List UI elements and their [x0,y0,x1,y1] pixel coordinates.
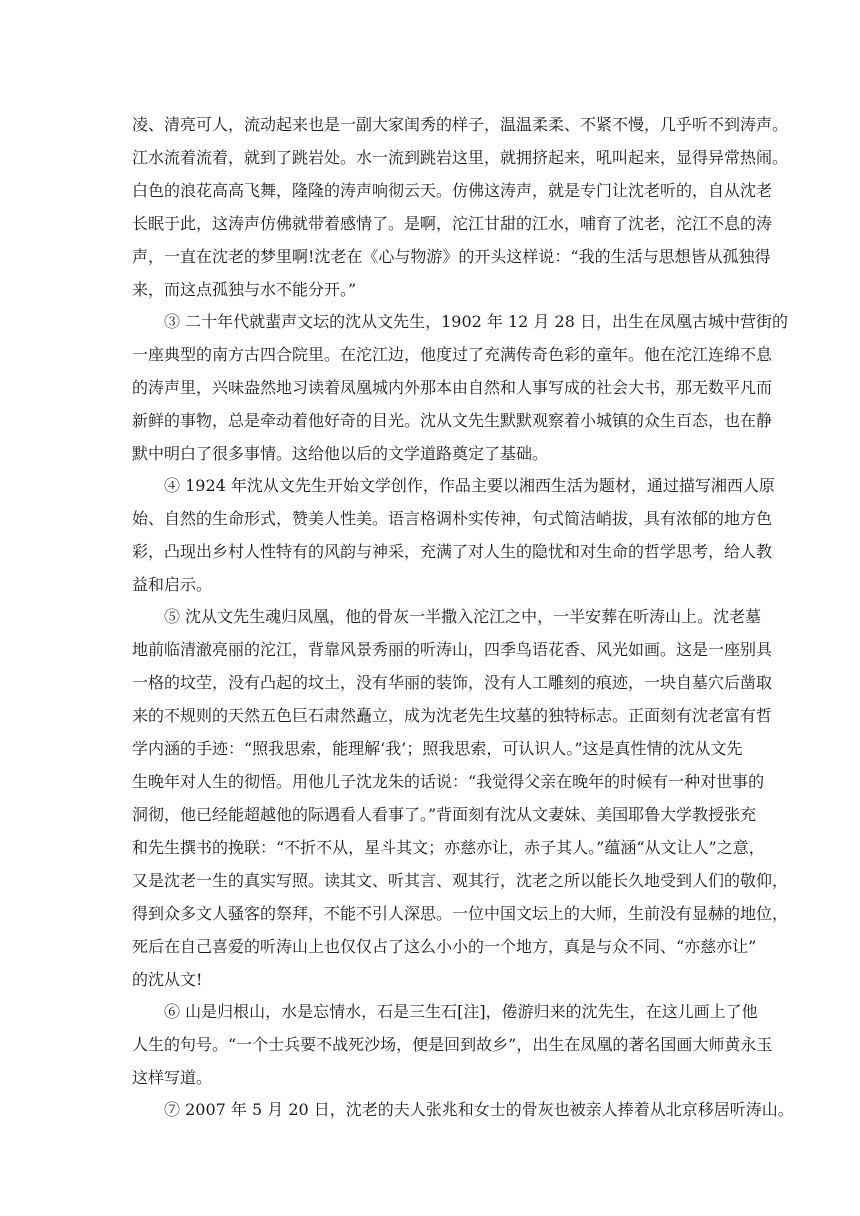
text-line: 生晚年对人生的彻悟。用他儿子沈龙朱的话说：“我觉得父亲在晚年的时候有一种对世事的 [132,772,765,791]
text-line: 一座典型的南方古四合院里。在沱江边，他度过了充满传奇色彩的童年。他在沱江连绵不息 [132,345,773,364]
text-line: 彩，凸现出乡村人性特有的风韵与神采，充满了对人生的隐忧和对生命的哲学思考，给人教 [132,542,773,561]
text-line: 人生的句号。“一个士兵要不战死沙场，便是回到故乡”，出生在凤凰的著名国画大师黄永玉 [132,1035,773,1054]
text-line: 声，一直在沈老的梦里啊!沈老在《心与物游》的开头这样说：“我的生活与思想皆从孤独得 [132,247,771,266]
text-line: 凌、清亮可人，流动起来也是一副大家闺秀的样子，温温柔柔、不紧不慢，几乎听不到涛声。 [132,115,789,134]
text-line: 来，而这点孤独与水不能分开。” [132,280,357,299]
text-line: 的涛声里，兴味盎然地习读着凤凰城内外那本由自然和人事写成的社会大书，那无数平凡而 [132,378,773,397]
text-line: 的沈从文! [132,970,203,989]
text-line: 又是沈老一生的真实写照。读其文、听其言、观其行，沈老之所以能长久地受到人们的敬仰， [132,871,789,890]
text-line: 洞彻，他已经能超越他的际遇看人看事了。”背面刻有沈从文妻妹、美国耶鲁大学教授张充 [132,805,757,824]
paragraph-3-first-line: ③ 二十年代就蜚声文坛的沈从文先生，1902 年 12 月 28 日，出生在凤凰古城中营街的 [164,312,788,331]
text-line: 始、自然的生命形式，赞美人性美。语言格调朴实传神，句式简洁峭拔，具有浓郁的地方色 [132,509,773,528]
text-line: 地前临清澈亮丽的沱江，背靠风景秀丽的听涛山，四季鸟语花香、风光如画。这是一座别具 [132,640,773,659]
text-line: 白色的浪花高高飞舞，隆隆的涛声响彻云天。仿佛这涛声，就是专门让沈老听的，自从沈老 [132,181,773,200]
text-line: 一格的坟茔，没有凸起的坟土，没有华丽的装饰，没有人工雕刻的痕迹，一块自墓穴后凿取 [132,673,773,692]
paragraph-5-first-line: ⑤ 沈从文先生魂归凤凰，他的骨灰一半撒入沱江之中，一半安葬在听涛山上。沈老墓 [164,607,762,626]
text-line: 学内涵的手迹：“照我思索，能理解‘我’；照我思索，可认识人。”这是真性情的沈从文先 [132,739,743,758]
text-line: 得到众多文人骚客的祭拜，不能不引人深思。一位中国文坛上的大师，生前没有显赫的地位， [132,904,789,923]
text-line: 江水流着流着，就到了跳岩处。水一流到跳岩这里，就拥挤起来，吼叫起来，显得异常热闹。 [132,148,789,167]
text-line: 新鲜的事物，总是牵动着他好奇的目光。沈从文先生默默观察着小城镇的众生百态，也在静 [132,411,773,430]
paragraph-6-first-line: ⑥ 山是归根山，水是忘情水，石是三生石[注]，倦游归来的沈先生，在这儿画上了他 [164,1002,758,1021]
text-line: 来的不规则的天然五色巨石肃然矗立，成为沈老先生坟墓的独特标志。正面刻有沈老富有哲 [132,706,773,725]
paragraph-7-first-line: ⑦ 2007 年 5 月 20 日，沈老的夫人张兆和女士的骨灰也被亲人捧着从北京移居听涛山。 [164,1100,794,1119]
text-line: 长眠于此，这涛声仿佛就带着感情了。是啊，沱江甘甜的江水，哺育了沈老，沱江不息的涛 [132,214,773,233]
text-line: 益和启示。 [132,575,213,594]
paragraph-4-first-line: ④ 1924 年沈从文先生开始文学创作，作品主要以湘西生活为题材，通过描写湘西人原 [164,476,775,495]
text-line: 和先生撰书的挽联：“不折不从，星斗其文；亦慈亦让，赤子其人。”蕴涵“从文让人”之意， [132,838,765,857]
text-line: 默中明白了很多事情。这给他以后的文学道路奠定了基础。 [132,444,549,463]
text-line: 这样写道。 [132,1068,213,1087]
text-line: 死后在自己喜爱的听涛山上也仅仅占了这么小小的一个地方，真是与众不同、“亦慈亦让” [132,937,757,956]
